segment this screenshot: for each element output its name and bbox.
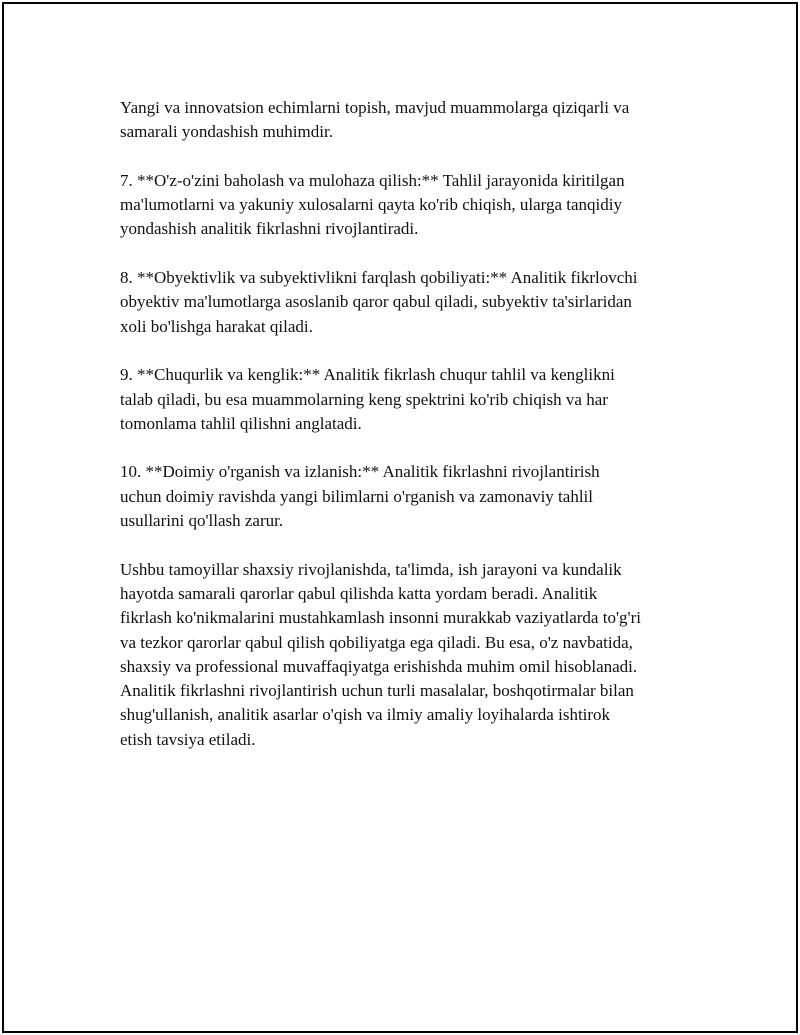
document-body <box>120 96 710 776</box>
text-line: etish tavsiya etiladi. <box>120 729 256 749</box>
text-line: ma'lumotlarni va yakuniy xulosalarni qayta ko'rib chiqish, ularga tanqidiy <box>120 195 623 215</box>
text-line: 7. **O'z-o'zini baholash va mulohaza qilish:** Tahlil jarayonida kiritilgan <box>120 170 625 190</box>
text-line: va tezkor qarorlar qabul qilish qobiliyatga ega qiladi. Bu esa, o'z navbatida, <box>120 632 633 652</box>
text-line: yondashish analitik fikrlashni rivojlantiradi. <box>120 219 419 239</box>
text-line: tomonlama tahlil qilishni anglatadi. <box>120 413 362 433</box>
text-line: obyektiv ma'lumotlarga asoslanib qaror qabul qiladi, subyektiv ta'sirlaridan <box>120 292 632 312</box>
text-line: fikrlash ko'nikmalarini mustahkamlash insonni murakkab vaziyatlarda to'g'ri <box>120 608 641 628</box>
text-line: 9. **Chuqurlik va kenglik:** Analitik fikrlash chuqur tahlil va kenglikni <box>120 365 615 385</box>
paragraph-item-7 <box>120 169 710 242</box>
text-line: hayotda samarali qarorlar qabul qilishda katta yordam beradi. Analitik <box>120 583 598 603</box>
paragraph-conclusion <box>120 558 710 752</box>
paragraph-item-10 <box>120 460 710 533</box>
text-line: usullarini qo'llash zarur. <box>120 511 284 531</box>
text-line: Analitik fikrlashni rivojlantirish uchun turli masalalar, boshqotirmalar bilan <box>120 681 634 701</box>
text-line: 8. **Obyektivlik va subyektivlikni farqlash qobiliyati:** Analitik fikrlovchi <box>120 268 638 288</box>
paragraph-item-8 <box>120 266 710 339</box>
text-line: xoli bo'lishga harakat qiladi. <box>120 316 313 336</box>
text-line: shaxsiy va professional muvaffaqiyatga erishishda muhim omil hisoblanadi. <box>120 656 638 676</box>
text-line: Yangi va innovatsion echimlarni topish, mavjud muammolarga qiziqarli va <box>120 98 630 117</box>
text-line: 10. **Doimiy o'rganish va izlanish:** Analitik fikrlashni rivojlantirish <box>120 462 600 482</box>
text-line: talab qiladi, bu esa muammolarning keng spektrini ko'rib chiqish va har <box>120 389 608 409</box>
text-line: samarali yondashish muhimdir. <box>120 122 333 142</box>
paragraph-item-9 <box>120 363 710 436</box>
text-line: Ushbu tamoyillar shaxsiy rivojlanishda, ta'limda, ish jarayoni va kundalik <box>120 559 622 579</box>
document-page <box>2 2 798 1033</box>
text-line: uchun doimiy ravishda yangi bilimlarni o'rganish va zamonaviy tahlil <box>120 486 593 506</box>
paragraph-intro <box>120 96 710 145</box>
text-line: shug'ullanish, analitik asarlar o'qish va ilmiy amaliy loyihalarda ishtirok <box>120 705 611 725</box>
